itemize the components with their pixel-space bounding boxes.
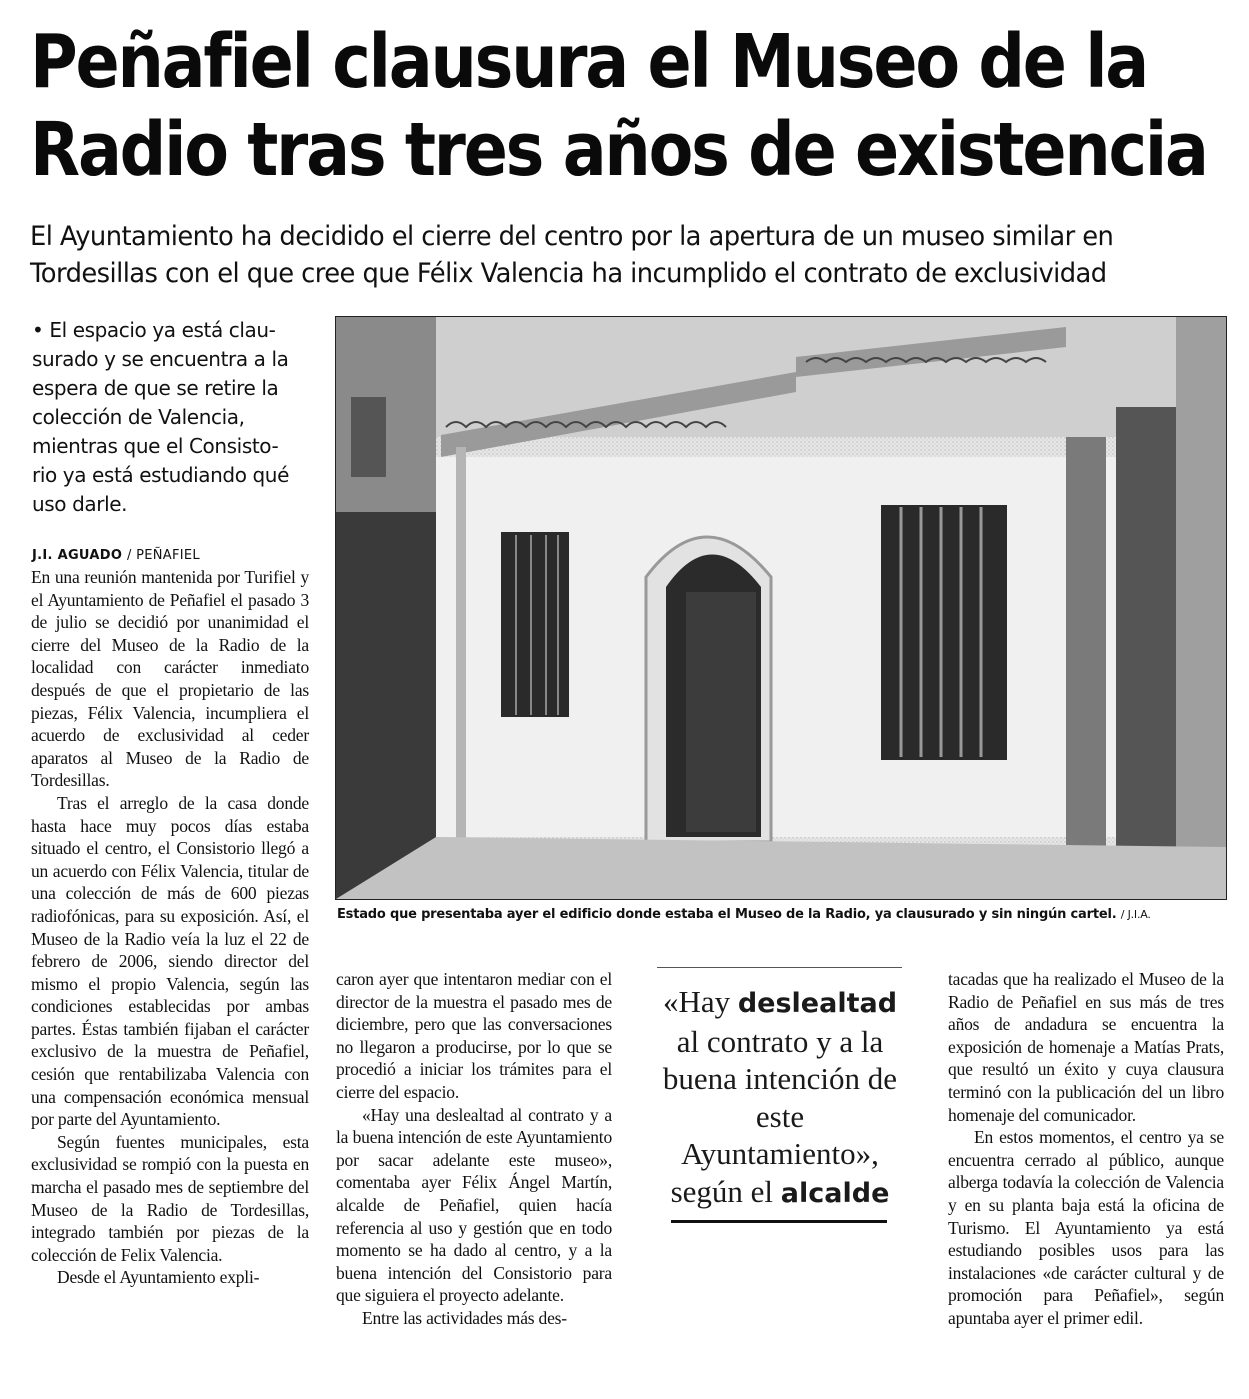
body-paragraph: Según fuentes municipales, esta exclusividad se rompió con la puesta en marcha el pasado mes de septiembre del Museo de la Radio de Tordesillas, integrado también por piezas de la colección de Felix Valencia. bbox=[31, 1131, 309, 1265]
pullquote-bold-deslealtad: deslealtad bbox=[737, 988, 898, 1019]
pullquote-open: «Hay bbox=[662, 984, 738, 1019]
lead-line: surado y se encuentra a la bbox=[32, 347, 289, 371]
headline-line-1: Peñafiel clausura el Museo de la bbox=[30, 19, 1148, 105]
subheadline-line-2: Tordesillas con el que cree que Félix Valencia ha incumplido el contrato de exclusividad bbox=[30, 258, 1107, 289]
lead-line: espera de que se retire la bbox=[32, 376, 279, 400]
body-column-2 bbox=[336, 968, 612, 1330]
lead-line: rio ya está estudiando qué bbox=[32, 463, 289, 487]
photo-caption bbox=[337, 907, 1227, 922]
byline bbox=[32, 548, 200, 563]
body-paragraph: En una reunión mantenida por Turifiel y el Ayuntamiento de Peñafiel el pasado 3 de julio se decidió por unanimidad el cierre del Museo de la Radio de la localidad con carácter inmediato después de que el propietario de las piezas, Félix Valencia, incumpliera el acuerdo de exclusividad al ceder aparatos al Museo de la Radio de Tordesillas. bbox=[31, 567, 309, 791]
headline-line-2: Radio tras tres años de existencia bbox=[30, 107, 1207, 193]
byline-author: J.I. AGUADO bbox=[32, 548, 123, 563]
lead-line: uso darle. bbox=[32, 492, 128, 516]
body-paragraph: Tras el arreglo de la casa donde hasta hace muy pocos días estaba situado el centro, el Consistorio llegó a un acuerdo con Félix Valencia, titular de una colección de más de 600 piezas radiofónicas, para su exposición. Así, el Museo de la Radio veía la luz el 22 de febrero de 2006, siendo director del mismo el propio Valencia, según las condiciones establecidas por ambas partes. Éstas también fijaban el carácter exclusivo de la muestra de Peñafiel, cesión que rentabilizaba Valencia con una compensación económica mensual por parte del Ayuntamiento. bbox=[31, 792, 309, 1130]
byline-place: / PEÑAFIEL bbox=[127, 548, 200, 563]
pullquote-middle: al contrato y a la buena intención de este Ayuntamiento», según el bbox=[662, 1023, 898, 1209]
subheadline-line-1: El Ayuntamiento ha decidido el cierre del centro por la apertura de un museo similar en bbox=[30, 221, 1114, 252]
body-paragraph: Desde el Ayuntamiento expli- bbox=[57, 1267, 260, 1288]
caption-credit: / J.I.A. bbox=[1120, 908, 1151, 921]
body-paragraph: tacadas que ha realizado el Museo de la Radio de Peñafiel en sus más de tres años de andadura se encuentra la exposición de homenaje a Matías Prats, que resultó un éxito y cuya clausura terminó con la publicación del un libro homenaje del comunicador. bbox=[948, 969, 1224, 1125]
caption-text: Estado que presentaba ayer el edificio donde estaba el Museo de la Radio, ya clausurado y sin ningún cartel. bbox=[337, 907, 1117, 922]
subheadline bbox=[30, 218, 1176, 292]
pullquote-text bbox=[655, 966, 905, 1212]
lead-summary bbox=[32, 316, 312, 519]
lead-line: mientras que el Consisto- bbox=[32, 434, 279, 458]
body-paragraph: En estos momentos, el centro ya se encuentra cerrado al público, aunque alberga todavía la colección de Valencia y en su planta baja está la oficina de Turismo. El Ayuntamiento ya está estudiando posibles usos para las instalaciones «de carácter cultural y de promoción para Peñafiel», según apuntaba ayer el primer edil. bbox=[948, 1127, 1224, 1328]
body-column-3 bbox=[948, 968, 1224, 1330]
pullquote-bottom-rule bbox=[671, 1220, 887, 1223]
lead-line: • El espacio ya está clau- bbox=[32, 318, 276, 342]
body-column-1 bbox=[31, 566, 309, 1289]
body-paragraph: Entre las actividades más des- bbox=[362, 1307, 567, 1328]
lead-line: colección de Valencia, bbox=[32, 405, 245, 429]
body-paragraph: caron ayer que intentaron mediar con el director de la muestra el pasado mes de diciembre, pero que las conversaciones no llegaron a producirse, por lo que se procedió a iniciar los trámites para el cierre del espacio. bbox=[336, 969, 612, 1102]
pullquote bbox=[655, 966, 905, 1212]
headline bbox=[30, 18, 1207, 194]
building-photo bbox=[335, 316, 1227, 900]
pullquote-bold-alcalde: alcalde bbox=[780, 1177, 890, 1209]
body-paragraph: «Hay una deslealtad al contrato y a la buena intención de este Ayuntamiento por sacar adelante este museo», comentaba ayer Félix Ángel Martín, alcalde de Peñafiel, quien hacía referencia al uso y gestión que en todo momento se ha dado al centro, y a la buena intención del Consistorio para que siguiera el proyecto adelante. bbox=[336, 1104, 612, 1306]
